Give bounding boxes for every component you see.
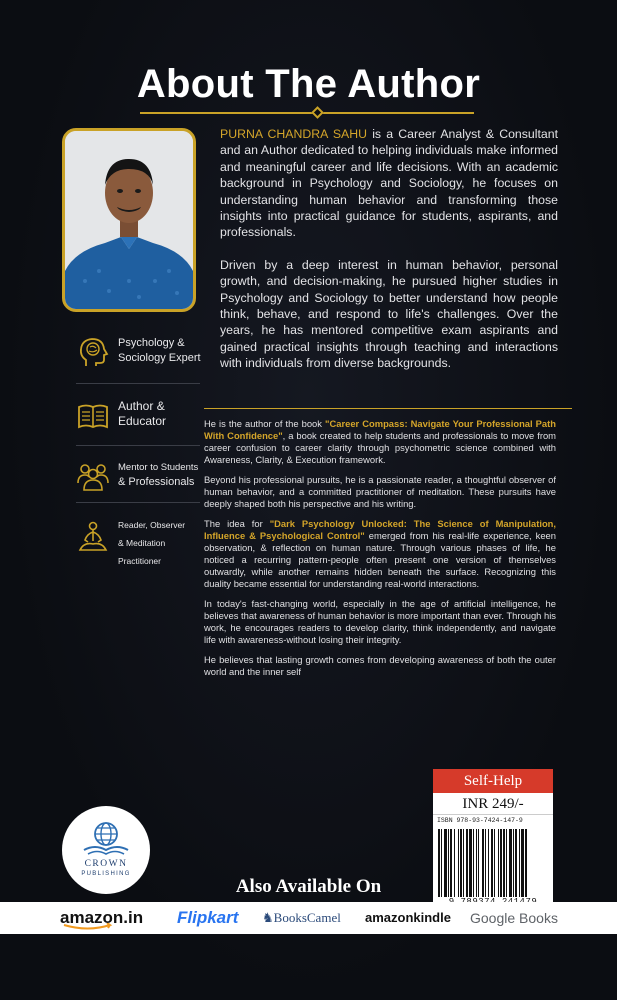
body-paragraph-5: He believes that lasting growth comes from developing awareness of both the outer world and the inner self bbox=[204, 654, 556, 677]
feature-psychology-line2: Sociology Expert bbox=[118, 352, 201, 364]
intro-text bbox=[220, 126, 558, 388]
feature-reader-line1: Reader, Observer bbox=[118, 520, 186, 530]
title-diamond-ornament bbox=[311, 106, 324, 119]
feature-reader-label bbox=[118, 516, 210, 570]
author-photo bbox=[62, 128, 196, 312]
body-paragraph-4: In today's fast-changing world, especially in the age of artificial intelligence, he believes that awareness of human behavior is more important than ever. Through his work, he encourages readers to develop clarity, think independently, and navigate life with awareness-without losing their integrity. bbox=[204, 598, 556, 645]
page-title: About The Author bbox=[136, 62, 481, 106]
feature-psychology bbox=[76, 336, 206, 376]
feature-psychology-label bbox=[118, 336, 210, 366]
store-flipkart[interactable]: Flipkart bbox=[177, 908, 239, 927]
meditation-icon bbox=[76, 520, 110, 554]
section-divider bbox=[204, 408, 572, 409]
publisher-name-line2: PUBLISHING bbox=[81, 871, 131, 877]
feature-reader-line3: Practitioner bbox=[118, 556, 161, 566]
feature-separator bbox=[76, 445, 200, 446]
intro-paragraph-1 bbox=[220, 126, 558, 241]
amazon-smile-icon bbox=[62, 923, 114, 931]
feature-author bbox=[76, 399, 206, 435]
genre-label: Self-Help bbox=[433, 769, 553, 793]
feature-author-line2: Educator bbox=[118, 414, 167, 428]
feature-mentor-label bbox=[118, 460, 210, 490]
store-bookscamel[interactable] bbox=[262, 902, 341, 934]
open-book-icon bbox=[76, 399, 110, 433]
body-paragraph-1-a: He is the author of the book bbox=[204, 418, 326, 429]
feature-mentor-line1: Mentor to Students bbox=[118, 462, 199, 473]
feature-author-label bbox=[118, 399, 210, 429]
group-icon bbox=[76, 459, 110, 493]
store-bookscamel-label: BooksCamel bbox=[273, 910, 341, 925]
book-title-dark-psychology: "Dark Psychology Unlocked: The Science of Manipulation, Influence & Psychological Control" bbox=[204, 518, 556, 541]
also-available-heading: Also Available On bbox=[235, 876, 382, 897]
intro-paragraph-1-text: is a Career Analyst & Consultant and an Author dedicated to helping individuals make informed and meaningful career and life decisions. With an academic background in Psychology and Sociology, he focuses on understanding human behavior and transforming those insights into practical guidance for students, aspirants, and professionals. bbox=[220, 127, 558, 240]
store-amazonkindle[interactable]: amazonkindle bbox=[365, 910, 451, 925]
book-title-career-compass: "Career Compass: Navigate Your Professional Path With Confidence" bbox=[204, 418, 556, 441]
body-text bbox=[204, 418, 556, 686]
price-label: INR 249/- bbox=[433, 793, 553, 815]
body-paragraph-3 bbox=[204, 518, 556, 590]
author-name: PURNA CHANDRA SAHU bbox=[220, 127, 368, 141]
body-paragraph-2: Beyond his professional pursuits, he is a passionate reader, a thoughtful observer of human behavior, and a committed practitioner of meditation. These pursuits have deeply shaped both his perspective and his writing. bbox=[204, 474, 556, 509]
store-logos-strip bbox=[0, 902, 617, 934]
author-portrait-illustration bbox=[65, 131, 193, 309]
feature-reader-line2: & Meditation bbox=[118, 538, 166, 548]
store-amazon[interactable] bbox=[60, 902, 143, 934]
title-divider bbox=[140, 112, 474, 114]
feature-mentor-line2: & Professionals bbox=[118, 476, 195, 488]
brain-head-icon bbox=[76, 336, 110, 370]
feature-psychology-line1: Psychology & bbox=[118, 337, 185, 349]
body-paragraph-1-b: , a book created to help students and professionals to move from career confusion to career clarity through psychometric science combined with Awareness, Clarity, & Execution framework. bbox=[204, 430, 556, 465]
store-amazon-label: amazon.in bbox=[60, 908, 144, 927]
feature-author-line1: Author & bbox=[118, 399, 165, 413]
body-paragraph-3-b: emerged from his real-life experience, keen observation, & reflection on human nature. Through various phases of life, he noticed a recurring pattern-people often present one version of themselves outwardly, while another remains hidden beneath the surface. Recognizing this duality became essential for understanding real-world interactions. bbox=[204, 530, 556, 589]
body-paragraph-1 bbox=[204, 418, 556, 466]
body-paragraph-3-a: The idea for bbox=[204, 518, 270, 529]
intro-paragraph-2: Driven by a deep interest in human behavior, personal growth, and decision-making, he pursued higher studies in Psychology and Sociology to better understand how people think, behave, and respond to life's challenges. Over the years, he has mentored competitive exam aspirants and gained practical insights through teaching and interactions with individuals from diverse backgrounds. bbox=[220, 257, 558, 371]
store-google-books[interactable]: Google Books bbox=[470, 910, 558, 926]
feature-separator bbox=[76, 383, 200, 384]
bookscamel-icon: ♞ bbox=[262, 910, 274, 925]
feature-mentor bbox=[76, 459, 206, 495]
isbn-label: ISBN 978-93-7424-147-9 bbox=[437, 817, 523, 824]
feature-separator bbox=[76, 502, 200, 503]
publisher-name-line1: CROWN bbox=[84, 859, 128, 869]
feature-reader bbox=[76, 516, 206, 566]
